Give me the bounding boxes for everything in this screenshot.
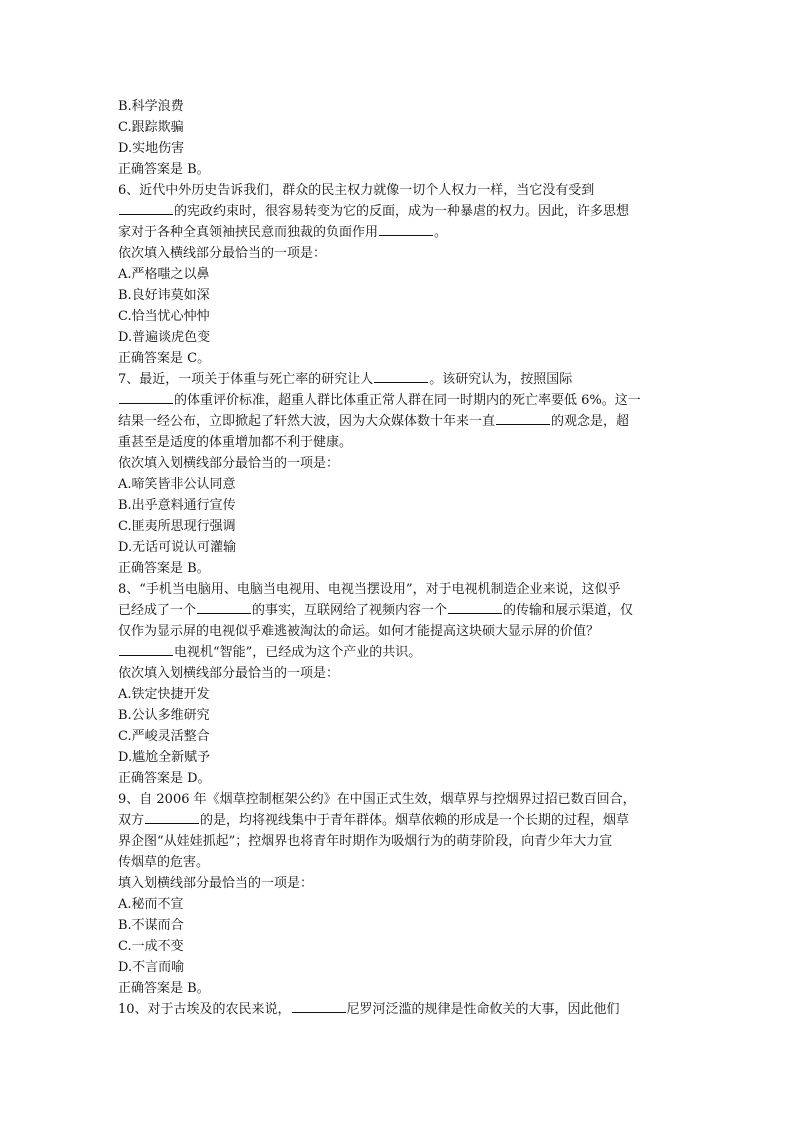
question-text: 6、近代中外历史告诉我们，群众的民主权力就像一切个人权力一样，当它没有受到 [118,183,595,198]
question-text: 电视机“智能”，已经成为这个产业的共识。 [118,642,654,663]
question-text: 的宪政约束时，很容易转变为它的反面，成为一种暴虐的权力。因此，许多思想 [118,201,654,222]
option-d: D.普遍谈虎色变 [118,330,211,345]
option-a: A.铁定快捷开发 [118,687,210,702]
question-9 [118,789,654,999]
answer-line: 正确答案是 B。 [118,981,210,996]
question-text: 界企图“从娃娃抓起”；控烟界也将青年时期作为吸烟行为的萌芽阶段，向青少年大力宣 [118,834,613,849]
blank-line [379,223,433,236]
option-c: C.匪夷所思现行强调 [118,519,236,534]
option-b: B.良好讳莫如深 [118,288,210,303]
option-c: C.严峻灵活整合 [118,729,210,744]
question-6 [118,180,654,369]
blank-line [292,1000,346,1013]
answer-line: 正确答案是 B。 [118,162,210,177]
option-c: C.一成不变 [118,939,184,954]
blank-line [119,643,173,656]
question-text: 的体重评价标准，超重人群比体重正常人群在同一时期内的死亡率要低 6%。这一 [118,390,654,411]
answer-line: 正确答案是 B。 [118,561,210,576]
option-b: B.出乎意料通行宣传 [118,498,236,513]
option-d: D.实地伤害 [118,141,185,156]
question-text: 双方 的是，均将视线集中于青年群体。烟草依赖的形成是一个长期的过程，烟草 [118,813,630,828]
question-10 [118,999,654,1020]
blank-line [496,412,550,425]
option-d: D.不言而喻 [118,960,185,975]
question-text: 仅作为显示屏的电视似乎难逃被淘汰的命运。如何才能提高这块硕大显示屏的价值？ [118,624,600,639]
blank-line [374,370,428,383]
option-d: D.无话可说认可灌输 [118,540,237,555]
blank-line [119,202,173,215]
question-text: 家对于各种全真领袖挟民意而独裁的负面作用 。 [118,225,448,240]
blank-line [197,601,251,614]
option-b: B.公认多维研究 [118,708,210,723]
question-prompt: 填入划横线部分最恰当的一项是： [118,876,314,891]
answer-line: 正确答案是 D。 [118,771,211,786]
option-a: A.啼笑皆非公认同意 [118,477,236,492]
question-8 [118,579,654,789]
question-prompt: 依次填入划横线部分最恰当的一项是： [118,666,340,681]
question-text: 7、最近，一项关于体重与死亡率的研究让人 。该研究认为，按照国际 [118,372,573,387]
blank-line [448,601,502,614]
question-text: 已经成了一个 的事实，互联网给了视频内容一个 的传输和展示渠道，仅 [118,603,634,618]
question-text: 9、自 2006 年《烟草控制框架公约》在中国正式生效，烟草界与控烟界过招已数百回合， [118,792,636,807]
prev-question-tail [118,96,654,180]
option-c: C.恰当忧心忡忡 [118,309,210,324]
question-text: 结果一经公布，立即掀起了轩然大波，因为大众媒体数十年来一直 的观念是，超 [118,414,630,429]
question-text: 传烟草的危害。 [118,855,210,870]
answer-line: 正确答案是 C。 [118,351,211,366]
question-text: 10、对于古埃及的农民来说， 尼罗河泛滥的规律是性命攸关的大事，因此他们 [118,1002,620,1017]
option-a: A.严格嗤之以鼻 [118,267,210,282]
question-prompt: 依次填入横线部分最恰当的一项是： [118,246,327,261]
blank-line [145,811,199,824]
option-d: D.尴尬全新赋予 [118,750,211,765]
question-prompt: 依次填入划横线部分最恰当的一项是： [118,456,340,471]
option-b: B.不谋而合 [118,918,184,933]
blank-line [119,391,173,404]
question-7 [118,369,654,579]
option-c: C.跟踪欺骗 [118,120,184,135]
option-b: B.科学浪费 [118,99,184,114]
question-text: 重甚至是适度的体重增加都不利于健康。 [118,435,353,450]
question-text: 8、“手机当电脑用、电脑当电视用、电视当摆设用”，对于电视机制造企业来说，这似乎 [118,582,621,597]
option-a: A.秘而不宣 [118,897,184,912]
